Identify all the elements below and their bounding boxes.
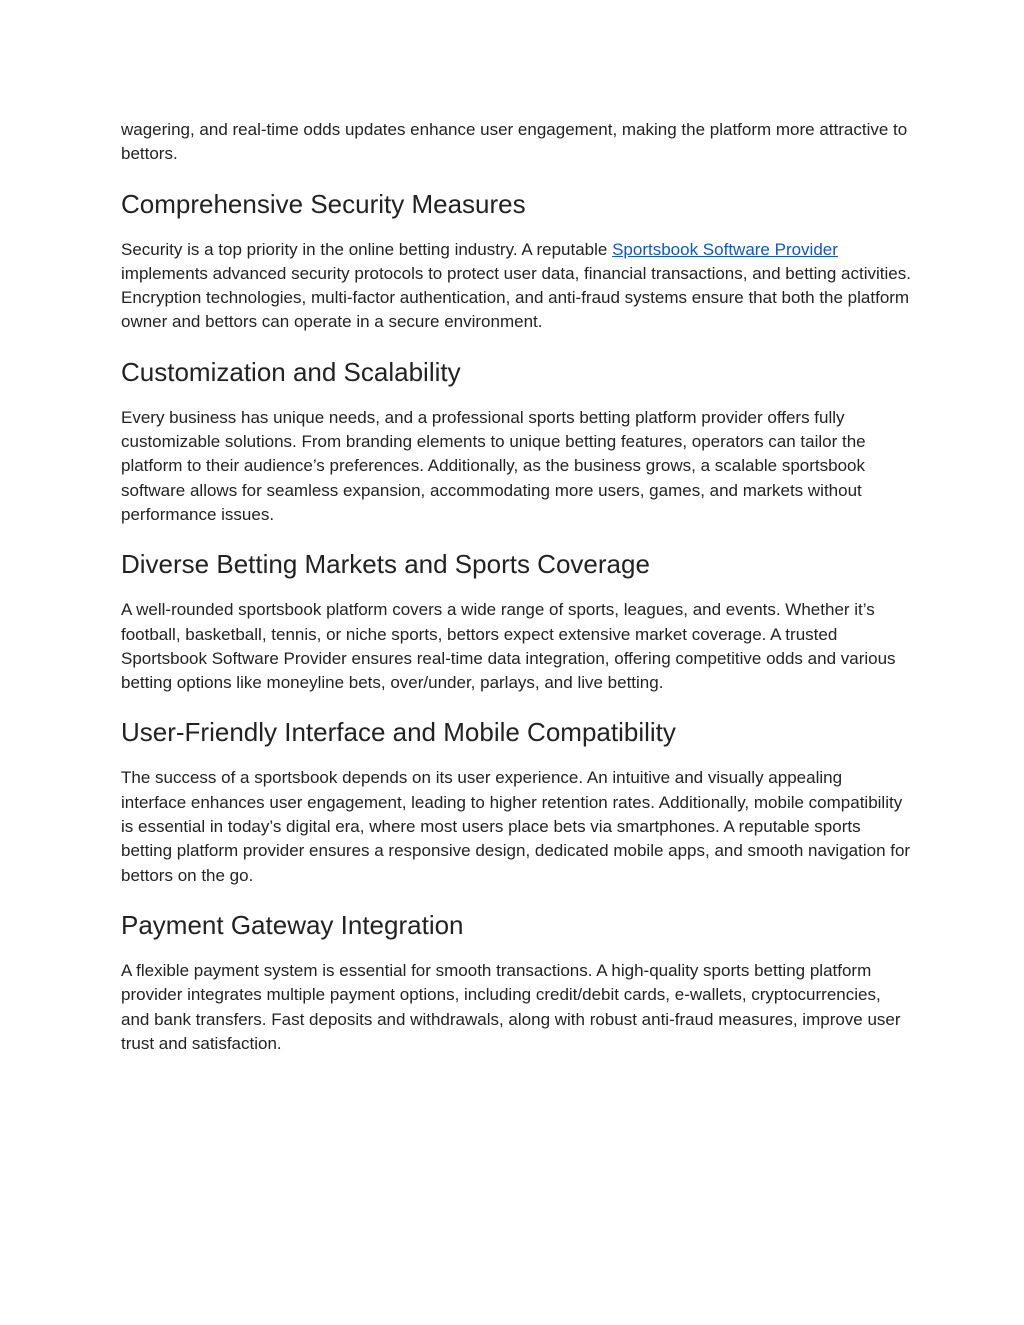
paragraph-payment-gateway: A flexible payment system is essential for smooth transactions. A high-quality sports betting platform provider integrates multiple payment options, including credit/debit cards, e-wallets, cryptocurrencies, and bank transfers. Fast deposits and withdrawals, along with robust anti-fraud measures, improve user trust and satisfaction.	[121, 960, 901, 1053]
paragraph-security-text-after: implements advanced security protocols to protect user data, financial transactions, and betting activities. Encryption technologies, multi-factor authentication, and anti-fraud systems ensure that both the platform owner and bettors can operate in a secure environment.	[121, 263, 911, 332]
intro-paragraph: wagering, and real-time odds updates enhance user engagement, making the platform more attractive to bettors.	[121, 120, 908, 164]
heading-customization: Customization and Scalability	[121, 356, 461, 387]
heading-payment-gateway: Payment Gateway Integration	[121, 909, 464, 940]
paragraph-user-interface: The success of a sportsbook depends on its user experience. An intuitive and visually appealing interface enhances user engagement, leading to higher retention rates. Additionally, mobile compatibility is essential in today’s digital era, where most users place bets via smartphones. A reputable sports betting platform provider ensures a responsive design, dedicated mobile apps, and smooth navigation for bettors on the go.	[121, 768, 911, 885]
paragraph-betting-markets: A well-rounded sportsbook platform covers a wide range of sports, leagues, and events. Whether it’s football, basketball, tennis, or niche sports, bettors expect extensive market coverage. A trusted Sportsbook Software Provider ensures real-time data integration, offering competitive odds and various betting options like moneyline bets, over/under, parlays, and live betting.	[121, 600, 896, 693]
paragraph-security-text-before: Security is a top priority in the online betting industry. A reputable	[121, 239, 613, 259]
heading-betting-markets: Diverse Betting Markets and Sports Coverage	[121, 549, 650, 580]
heading-user-interface: User-Friendly Interface and Mobile Compatibility	[121, 717, 676, 748]
document-page	[121, 118, 911, 1056]
sportsbook-software-provider-link[interactable]: Sportsbook Software Provider	[612, 239, 838, 259]
paragraph-customization: Every business has unique needs, and a professional sports betting platform provider offers fully customizable solutions. From branding elements to unique betting features, operators can tailor the platform to their audience’s preferences. Additionally, as the business grows, a scalable sportsbook software allows for seamless expansion, accommodating more users, games, and markets without performance issues.	[121, 407, 866, 524]
heading-security: Comprehensive Security Measures	[121, 188, 526, 219]
paragraph-security	[121, 238, 911, 335]
